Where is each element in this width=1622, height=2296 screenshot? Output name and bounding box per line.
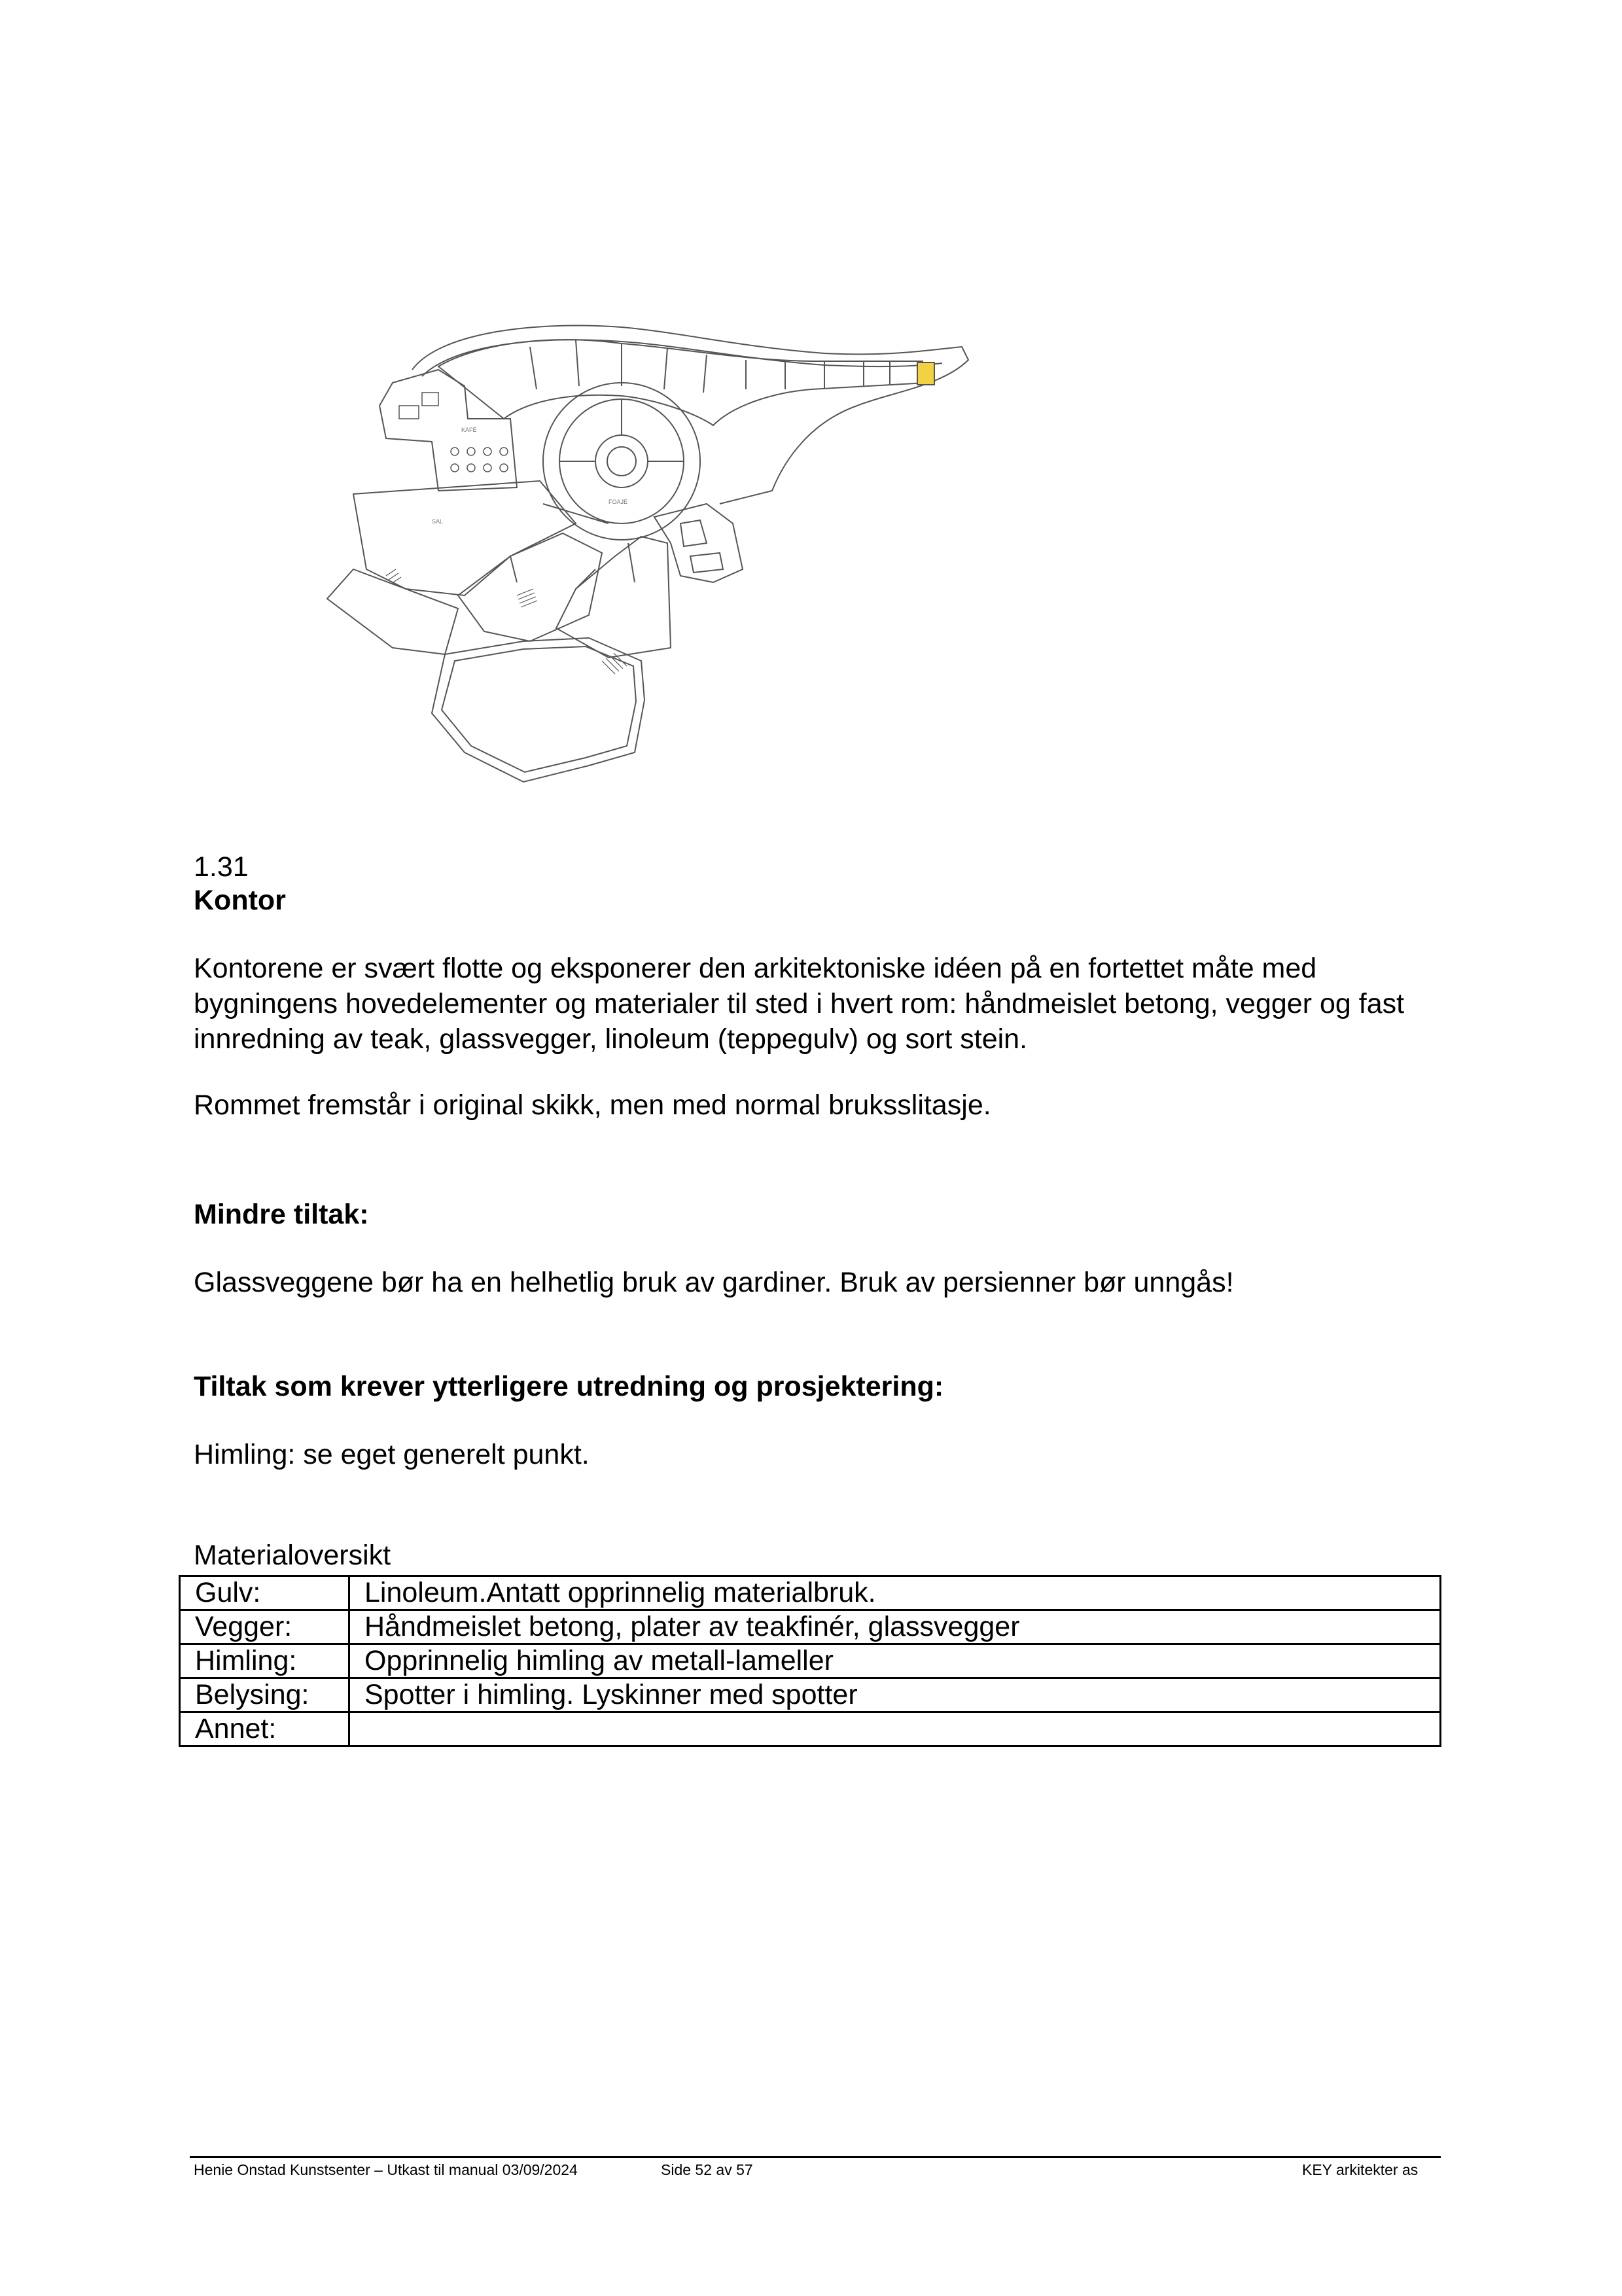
table-row [180,1678,1441,1712]
condition-paragraph: Rommet fremstår i original skikk, men med normal bruksslitasje. [194,1089,991,1121]
hall-east [556,537,671,658]
material-key: Annet: [180,1712,349,1746]
footer-author: KEY arkitekter as [1302,2161,1419,2178]
site-boundary [412,326,968,504]
footer-divider [190,2156,1441,2158]
highlighted-office [917,362,934,385]
further-measures-heading: Tiltak som krever ytterligere utredning og prosjektering: [194,1371,944,1402]
description-paragraph: Kontorene er svært flotte og eksponerer den arkitektoniske idéen på en fortettet måte med bygningens hovedelementer og materialer til sted i hvert rom: håndmeislet betong, vegger og fast innredning av teak, glassvegger, linoleum (teppegulv) og sort stein. [194,953,1405,1055]
floor-plan-drawing [314,308,981,805]
material-key: Belysing: [180,1678,349,1712]
table-row [180,1576,1441,1610]
section-number: 1.31 [194,851,249,883]
material-value: Linoleum.Antatt opprinnelig materialbruk. [349,1576,1441,1610]
material-value: Opprinnelig himling av metall-lameller [349,1644,1441,1678]
table-row [180,1644,1441,1678]
footer-document-title: Henie Onstad Kunstsenter – Utkast til manual 03/09/2024 [194,2161,578,2178]
office-wing [438,340,926,425]
table-row [180,1712,1441,1746]
minor-measures-heading: Mindre tiltak: [194,1199,369,1230]
hall-west [353,481,576,595]
plan-label-sal: SAL [432,518,444,525]
materials-caption: Materialoversikt [194,1540,391,1571]
material-value: Håndmeislet betong, plater av teakfinér, glassvegger [349,1610,1441,1644]
cafe-block [379,370,517,491]
minor-measures-text: Glassveggene bør ha en helhetlig bruk av gardiner. Bruk av persienner bør unngås! [194,1267,1234,1298]
footer-page-number: Side 52 av 57 [661,2161,753,2178]
plan-label-foyer: FOAJÉ [608,499,628,505]
further-measures-text: Himling: se eget generelt punkt. [194,1439,590,1470]
material-value: Spotter i himling. Lyskinner med spotter [349,1678,1441,1712]
materials-table [179,1575,1441,1747]
table-row [180,1610,1441,1644]
hall-center [458,533,602,641]
material-key: Himling: [180,1644,349,1678]
material-key: Vegger: [180,1610,349,1644]
material-key: Gulv: [180,1576,349,1610]
section-title: Kontor [194,885,286,916]
material-value [349,1712,1441,1746]
plan-label-kafe: KAFÉ [461,427,477,433]
